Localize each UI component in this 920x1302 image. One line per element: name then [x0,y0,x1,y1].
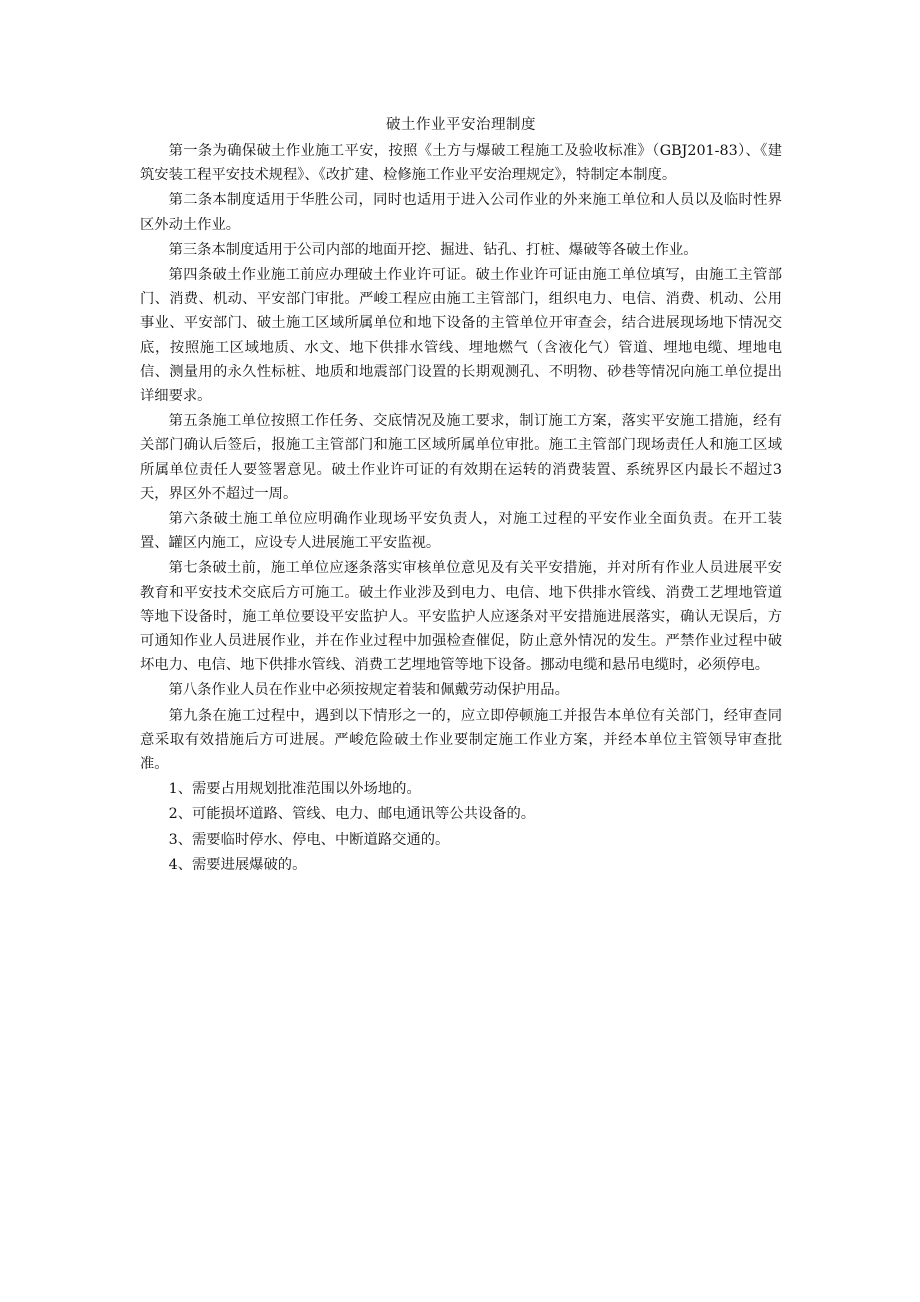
article-7-paragraph: 第七条破土前，施工单位应逐条落实审核单位意见及有关平安措施，并对所有作业人员进展平安教育和平安技术交底后方可施工。破土作业涉及到电力、电信、地下供排水管线、消费工艺埋地管道等地下设备时，施工单位要设平安监护人。平安监护人应逐条对平安措施进展落实，确认无误后，方可通知作业人员进展作业，并在作业过程中加强检查催促，防止意外情况的发生。严禁作业过程中破坏电力、电信、地下供排水管线、消费工艺埋地管等地下设备。挪动电缆和悬吊电缆时，必须停电。 [140,560,782,674]
list-item: 2、可能损坏道路、管线、电力、邮电通讯等公共设备的。 [168,806,536,823]
document-body [140,112,782,878]
article-6-paragraph: 第六条破土施工单位应明确作业现场平安负责人，对施工过程的平安作业全面负责。在开工装置、罐区内施工，应设专人进展施工平安监视。 [140,511,782,552]
list-item: 4、需要进展爆破的。 [168,856,307,873]
article-4-paragraph: 第四条破土作业施工前应办理破土作业许可证。破土作业许可证由施工单位填写，由施工主管部门、消费、机动、平安部门审批。严峻工程应由施工主管部门，组织电力、电信、消费、机动、公用事业、平安部门、破土施工区域所属单位和地下设备的主管单位开审查会，结合进展现场地下情况交底，按照施工区域地质、水文、地下供排水管线、埋地燃气（含液化气）管道、埋地电缆、埋地电信、测量用的永久性标桩、地质和地震部门设置的长期观测孔、不明物、砂巷等情况向施工单位提出详细要求。 [140,267,782,405]
list-item: 1、需要占用规划批准范围以外场地的。 [168,781,421,798]
list-item: 3、需要临时停水、停电、中断道路交通的。 [168,831,450,848]
document-title: 破土作业平安治理制度 [386,117,536,133]
article-3-paragraph: 第三条本制度适用于公司内部的地面开挖、掘进、钻孔、打桩、爆破等各破土作业。 [168,241,698,258]
article-5-paragraph: 第五条施工单位按照工作任务、交底情况及施工要求，制订施工方案，落实平安施工措施，经有关部门确认后签后，报施工主管部门和施工区域所属单位审批。施工主管部门现场责任人和施工区域所属单位责任人要签署意见。破土作业许可证的有效期在运转的消费装置、系统界区内最长不超过3天，界区外不超过一周。 [140,413,782,502]
article-2-paragraph: 第二条本制度适用于华胜公司，同时也适用于进入公司作业的外来施工单位和人员以及临时性界区外动土作业。 [140,192,782,233]
article-8-paragraph: 第八条作业人员在作业中必须按规定着装和佩戴劳动保护用品。 [168,682,569,699]
article-1-paragraph: 第一条为确保破土作业施工平安，按照《土方与爆破工程施工及验收标准》（GBJ201-83）、《建筑安装工程平安技术规程》、《改扩建、检修施工作业平安治理规定》，特制定本制度。 [140,143,782,184]
article-9-paragraph: 第九条在施工过程中，遇到以下情形之一的，应立即停顿施工并报告本单位有关部门，经审查同意采取有效措施后方可进展。严峻危险破土作业要制定施工作业方案，并经本单位主管领导审查批准。 [140,707,782,773]
